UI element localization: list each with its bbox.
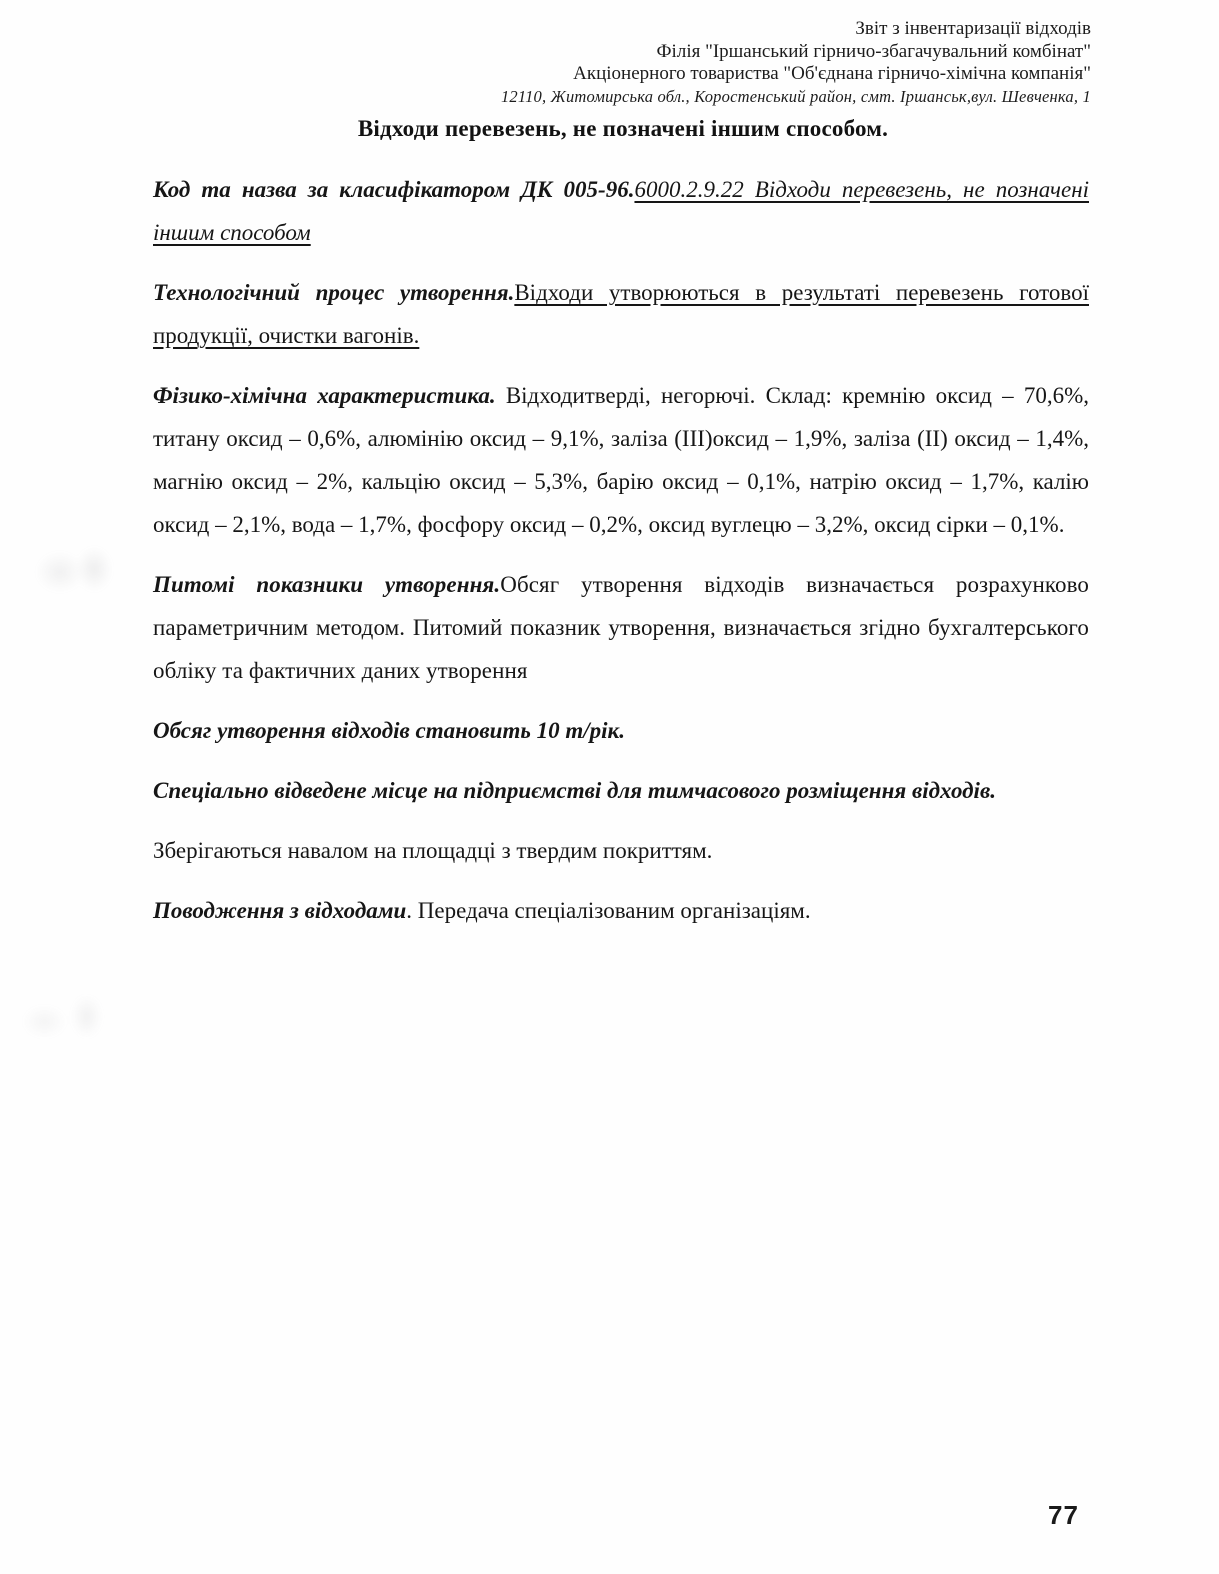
- header-report-title: Звіт з інвентаризації відходів: [855, 18, 1091, 39]
- paragraph-tech-process: [153, 271, 1089, 357]
- paragraph-lead: Обсяг утворення відходів становить 10 т/рік.: [153, 718, 625, 743]
- paragraph-storage-place: [153, 769, 1089, 812]
- header-address: 12110, Житомирська обл., Коростенський район, смт. Іршанськ,вул. Шевченка, 1: [500, 86, 1091, 106]
- paragraph-text: Обсяг утворення відходів визначається розрахунково параметричним методом. Питомий показник утворення, визначається згідно бухгалтерського обліку та фактичних даних утворення: [153, 572, 1089, 683]
- paragraph-text: . Передача спеціалізованим організаціям.: [406, 898, 811, 923]
- paragraph-classifier-code: [153, 168, 1089, 254]
- page-title: Відходи перевезень, не позначені іншим способом.: [357, 116, 889, 141]
- document-header: [155, 18, 1091, 108]
- paragraph-lead: Спеціально відведене місце на підприємстві для тимчасового розміщення відходів.: [153, 778, 996, 803]
- header-branch-name: Філія "Іршанський гірничо-збагачувальний комбінат": [656, 40, 1091, 62]
- document-body: [153, 168, 1089, 949]
- paragraph-storage-method: [153, 829, 1089, 872]
- paragraph-lead: Код та назва за класифікатором ДК 005-96.: [153, 177, 635, 202]
- paragraph-text: Відходитверді, негорючі. Склад: кремнію оксид – 70,6%, титану оксид – 0,6%, алюмінію оксид – 9,1%, заліза (ІІІ)оксид – 1,9%, заліза (ІІ) оксид – 1,4%, магнію оксид – 2%, кальцію оксид – 5,3%, барію оксид – 0,1%, натрію оксид – 1,7%, калію оксид – 2,1%, вода – 1,7%, фосфору оксид – 0,2%, оксид вуглецю – 3,2%, оксид сірки – 0,1%.: [153, 383, 1089, 537]
- paragraph-text: 6000.2.9.22 Відходи перевезень, не позначені іншим способом: [153, 177, 1089, 245]
- paragraph-physchem: [153, 374, 1089, 546]
- scan-artifact: [22, 993, 112, 1045]
- paragraph-text: Відходи утворюються в результаті перевезень готової продукції, очистки вагонів.: [153, 280, 1089, 348]
- header-company-name: Акціонерного товариства "Об'єднана гірничо-хімічна компанія": [573, 63, 1091, 84]
- page-number: 77: [1048, 1500, 1079, 1530]
- paragraph-lead: Фізико-хімічна характеристика.: [153, 383, 496, 408]
- paragraph-specific-indicators: [153, 563, 1089, 692]
- paragraph-lead: Технологічний процес утворення.: [153, 280, 515, 305]
- paragraph-volume: [153, 709, 1089, 752]
- paragraph-lead: Поводження з відходами: [153, 898, 407, 923]
- scan-artifact: [34, 543, 120, 601]
- paragraph-lead: Питомі показники утворення.: [153, 572, 501, 597]
- paragraph-text: Зберігаються навалом на площадці з твердим покриттям.: [153, 838, 713, 863]
- paragraph-waste-handling: [153, 889, 1089, 932]
